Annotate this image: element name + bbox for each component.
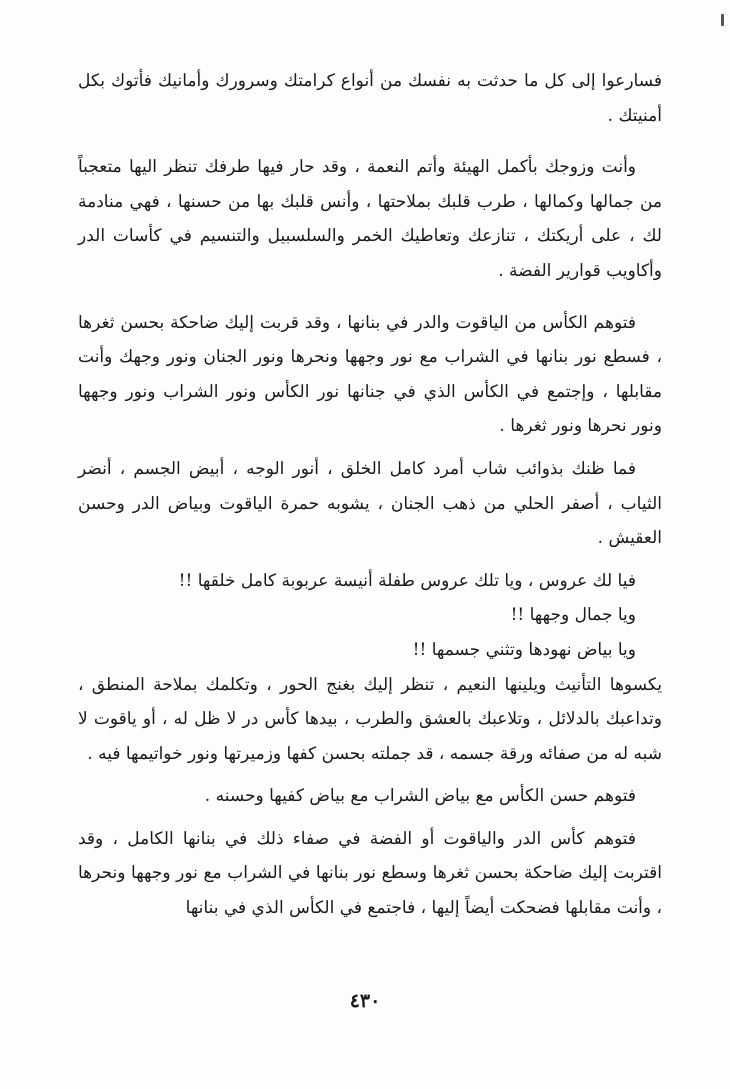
paragraph-3: فتوهم الكأس من الياقوت والدر في بنانها ، وقد قربت إليك ضاحكة بحسن ثغرها ، فسطع نور بنانها في الشراب مع نور وجهها ونحرها ونور الجنان ونور وجهك وأنت مقابلها ، وإجتمع في الكأس الذي في جنانها نور الكأس ونور الشراب ونور وجهها ونور نحرها ونور ثغرها . (78, 312, 662, 437)
paragraph-10: فتوهم كأس الدر والياقوت أو الفضة في صفاء ذلك في بنانها الكامل ، وقد اقتربت إليك ضاحكة بحسن ثغرها وسطع نور بنانها في الشراب مع نور وجهها ونحرها ، وأنت مقابلها فضحكت أيضاً إليها ، فاجتمع في الكأس الذي في بنانها (78, 828, 662, 919)
scan-mark (721, 14, 724, 26)
paragraph-1: فسارعوا إلى كل ما حدثت به نفسك من أنواع كرامتك وسرورك وأمانيك فأتوك بكل أمنيتك . (78, 71, 662, 126)
paragraph-5: فيا لك عروس ، ويا تلك عروس طفلة أنيسة عربوبة كامل خلقها !! (178, 570, 636, 591)
paragraph-7: ويا بياض نهودها وتثني جسمها !! (412, 639, 636, 660)
paragraph-2: وأنت وزوجك بأكمل الهيئة وأتم النعمة ، وقد حار فيها طرفك تنظر اليها متعجباً من جمالها وكمالها ، طرب قلبك بملاحتها ، وأنس قلبك بها من حسنها ، فهي منادمة لك ، على أريكتك ، تنازعك وتعاطيك الخمر والسلسبيل والتنسيم في كأسات الدر وأكاويب قوارير الفضة . (78, 157, 662, 281)
paragraph-8: يكسوها التأنيث ويلينها النعيم ، تنظر إليك بغنج الحور ، وتكلمك بملاحة المنطق ، وتداعبك بالدلائل ، وتلاعبك بالعشق والطرب ، بيدها كأس در لا ظل له ، أو ياقوت لا شبه له من صفائه ورقة جسمه ، قد جملته بحسن كفها وزميرتها ونور خواتيمها فيه . (78, 674, 662, 764)
page-number: ٤٣٠ (349, 990, 381, 1012)
body-text (78, 64, 662, 926)
paragraph-4: فما ظنك بذوائب شاب أمرد كامل الخلق ، أنور الوجه ، أبيض الجسم ، أنضر الثياب ، أصفر الحلي من ذهب الجنان ، يشوبه حمرة الياقوت وبياض الدر وحسن العقيش . (78, 458, 662, 549)
paragraph-6: ويا جمال وجهها !! (510, 605, 636, 626)
paragraph-9: فتوهم حسن الكأس مع بياض الشراب مع بياض كفيها وحسنه . (204, 786, 636, 807)
